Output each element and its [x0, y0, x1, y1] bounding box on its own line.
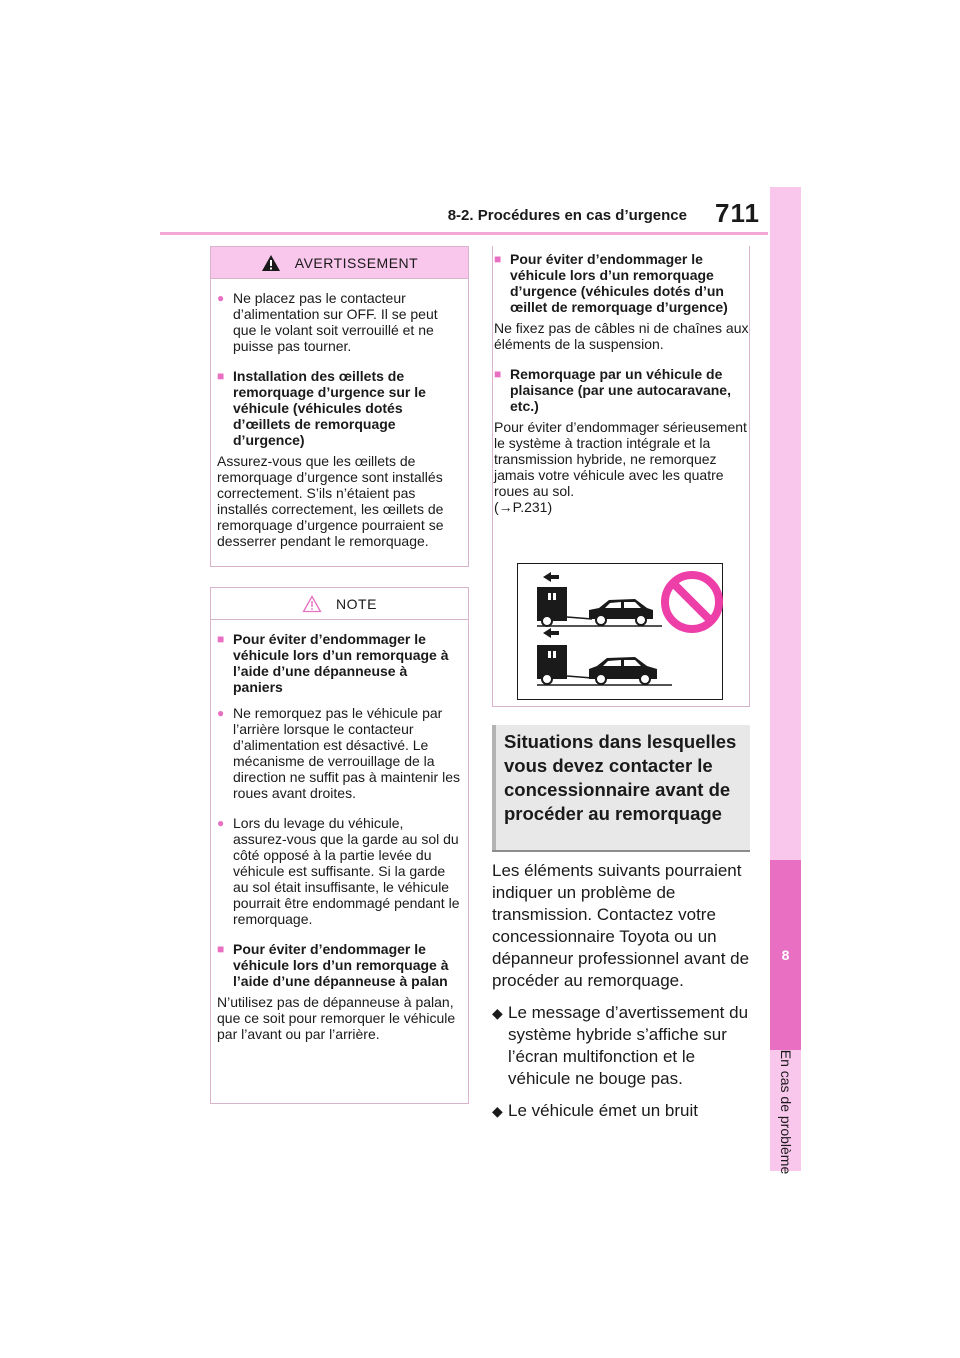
warning-box-header: [211, 247, 468, 279]
caution-paragraph: Pour éviter d’endommager sérieusement le système à traction intégrale et la transmission hybride, ne remorquez jamais votre véhicule avec les quatre roues au sol.: [494, 419, 747, 499]
warning-body: [211, 279, 468, 549]
bullet-circle-icon: ●: [217, 816, 225, 830]
warning-paragraph: Assurez-vous que les œillets de remorquage d’urgence sont installés correctement. S’ils n’étaient pas installés correctement, les œillets de remorquage d’urgence pourraient se desserrer pendant le remorquage.: [217, 453, 444, 549]
caution-subheading: ■ Pour éviter d’endommager le véhicule lors d’un remorquage d’urgence (véhicules dotés d’un œillet de remorquage d’urgence): [494, 251, 728, 315]
warning-box: [210, 246, 469, 567]
note-bullet: ● Lors du levage du véhicule, assurez-vous que la garde au sol du côté opposé à la partie levée du véhicule est suffisante. Si la garde au sol était insuffisante, le véhicule pourrait être endommagé pendant le remorquage.: [217, 815, 460, 927]
note-box-header: [211, 588, 468, 620]
caution-subheading: ■ Remorquage par un véhicule de plaisance (par une autocaravane, etc.): [494, 366, 731, 414]
bullet-diamond-icon: ◆: [492, 1103, 503, 1119]
section-heading: [492, 725, 750, 852]
chapter-number-box: [770, 860, 801, 1050]
note-title: NOTE: [336, 595, 377, 612]
section-heading-text: Situations dans lesquelles vous devez contacter le concessionnaire avant de procéder au remorquage: [504, 731, 737, 824]
bullet-square-icon: ■: [494, 252, 502, 266]
note-box: [210, 587, 469, 1104]
section-bullet: ◆ Le message d’avertissement du système hybride s’affiche sur l’écran multifonction et le véhicule ne bouge pas.: [492, 1003, 749, 1088]
note-bullet: ● Ne remorquez pas le véhicule par l’arrière lorsque le contacteur d’alimentation est désactivé. Le mécanisme de verrouillage de la direction ne suffit pas à maintenir les roues avant droites.: [217, 705, 460, 801]
page-reference[interactable]: (→P.231): [494, 499, 553, 515]
chapter-number: 8: [781, 947, 790, 963]
chapter-label: En cas de problème: [777, 1049, 794, 1175]
header-rule: [160, 232, 768, 235]
bullet-circle-icon: ●: [217, 291, 225, 305]
note-subheading: ■ Pour éviter d’endommager le véhicule lors d’un remorquage à l’aide d’une dépanneuse à palan: [217, 941, 449, 989]
section-intro: Les éléments suivants pourraient indiquer un problème de transmission. Contactez votre concessionnaire Toyota ou un dépanneur professionnel avant de procéder au remorquage.: [492, 861, 750, 990]
section-bullet: ◆ Le véhicule émet un bruit: [492, 1101, 698, 1120]
bullet-square-icon: ■: [217, 369, 225, 383]
warning-icon: [261, 254, 281, 272]
note-body: [211, 620, 468, 1042]
caution-paragraph: Ne fixez pas de câbles ni de chaînes aux éléments de la suspension.: [494, 320, 749, 352]
page-number: 711: [715, 198, 760, 228]
towing-illustration: [517, 563, 723, 700]
towing-caution-content: [494, 251, 750, 529]
warning-subheading: ■ Installation des œillets de remorquage d’urgence sur le véhicule (véhicules dotés d’œillets de remorquage d’urgence): [217, 368, 426, 448]
bullet-square-icon: ■: [494, 367, 502, 381]
bullet-circle-icon: ●: [217, 706, 225, 720]
heading-accent-bar: [492, 725, 496, 852]
warning-bullet: ● Ne placez pas le contacteur d’alimentation sur OFF. Il se peut que le volant soit verrouillé et ne puisse pas tourner.: [217, 290, 438, 354]
note-paragraph: N’utilisez pas de dépanneuse à palan, que ce soit pour remorquer le véhicule par l’avant ou par l’arrière.: [217, 994, 456, 1042]
section-title: 8-2. Procédures en cas d’urgence: [447, 207, 687, 224]
caution-outline-icon: [302, 595, 322, 613]
section-body: [492, 860, 754, 1122]
bullet-square-icon: ■: [217, 632, 225, 646]
bullet-diamond-icon: ◆: [492, 1005, 503, 1021]
heading-underline: [492, 850, 750, 852]
warning-title: AVERTISSEMENT: [294, 254, 419, 271]
chapter-side-tab: [770, 187, 801, 1175]
note-subheading: ■ Pour éviter d’endommager le véhicule lors d’un remorquage à l’aide d’une dépanneuse à paniers: [217, 631, 449, 695]
bullet-square-icon: ■: [217, 942, 225, 956]
